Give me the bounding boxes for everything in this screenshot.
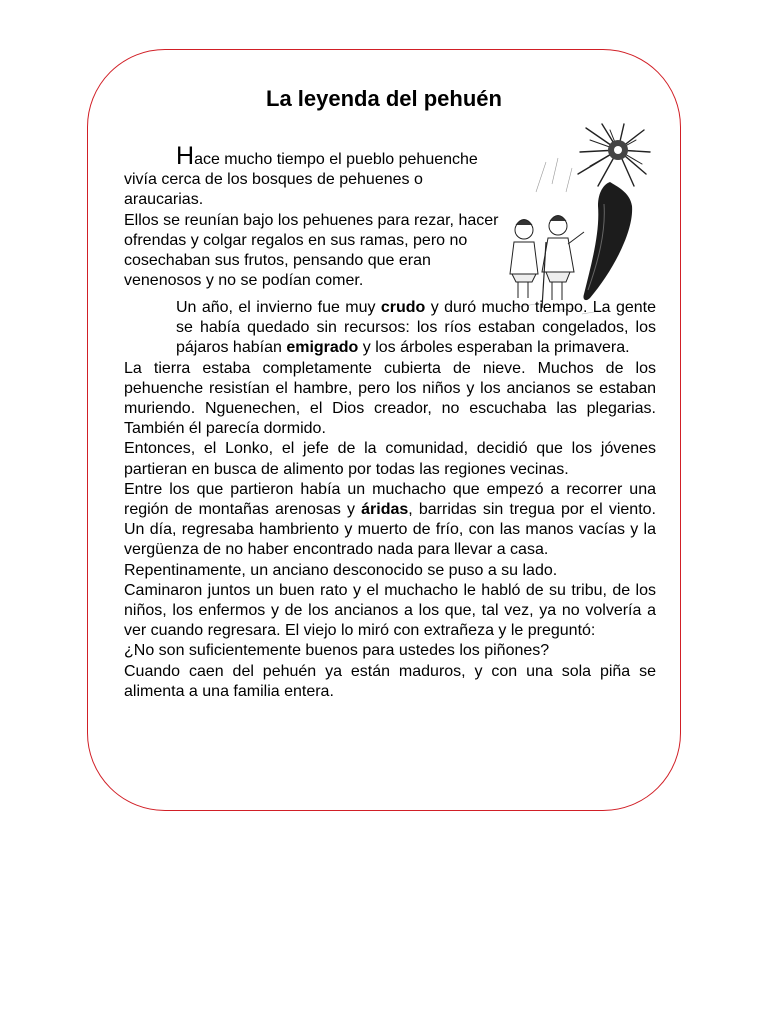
paragraph-invierno-text-a: Un año, el invierno fue muy	[176, 299, 381, 316]
paragraph-muchacho	[124, 480, 656, 561]
drop-cap: H	[176, 142, 195, 170]
paragraph-caminaron: Caminaron juntos un buen rato y el muchacho le habló de su tribu, de los niños, los enfermos y de los ancianos a los que, tal vez, ya no volvería a ver cuando regresara. El viejo lo miró con extrañeza y le preguntó:	[124, 581, 656, 640]
paragraph-muchacho-text-a: Entre los que partieron había un muchacho que empezó a recorrer una región de montañas arenosas y	[124, 480, 656, 519]
paragraph-invierno	[124, 298, 656, 359]
intro-paragraphs	[124, 142, 506, 291]
bold-word-emigrado: emigrado	[286, 339, 359, 357]
story-title: La leyenda del pehuén	[266, 86, 502, 111]
paragraph-pinones: Cuando caen del pehuén ya están maduros, y con una sola piña se alimenta a una familia entera.	[124, 662, 656, 700]
bold-word-aridas: áridas	[361, 501, 409, 519]
araucaria-illustration-icon	[506, 122, 652, 318]
paragraph-anciano: Repentinamente, un anciano desconocido se puso a su lado.	[124, 561, 558, 579]
paragraph-invierno-text-c: y los árboles esperaban la primavera.	[358, 339, 630, 357]
paragraph-invierno-text-b: y duró mucho tiempo. La gente se había quedado sin recursos: los ríos estaban congelados, los pájaros habían	[176, 299, 656, 357]
intro-paragraph-1	[124, 142, 506, 170]
intro-paragraph-1-cont: vivía cerca de los bosques de pehuenes o araucarias.	[124, 171, 423, 209]
bold-word-crudo: crudo	[380, 299, 426, 316]
paragraph-pregunta: ¿No son suficientemente buenos para ustedes los piñones?	[124, 642, 550, 660]
paragraph-nieve: La tierra estaba completamente cubierta de nieve. Muchos de los pehuenche resistían el hambre, pero los niños y los ancianos se estaban muriendo. Nguenechen, el Dios creador, no escuchaba las plegarias. También él parecía dormido.	[124, 359, 656, 438]
intro-line-1: ace mucho tiempo el pueblo pehuenche	[194, 151, 478, 168]
paragraph-muchacho-text-b: , barridas sin tregua por el viento. Un día, regresaba hambriento y muerto de frío, con las manos vacías y la vergüenza de no haber encontrado nada para llevar a casa.	[124, 501, 656, 559]
paragraph-lonko: Entonces, el Lonko, el jefe de la comunidad, decidió que los jóvenes partieran en busca de alimento por todas las regiones vecinas.	[124, 440, 656, 478]
intro-paragraph-2: Ellos se reunían bajo los pehuenes para rezar, hacer ofrendas y colgar regalos en sus ramas, pero no cosechaban sus frutos, pensando que eran venenosos y no se podían comer.	[124, 211, 499, 290]
story-body	[124, 298, 656, 702]
